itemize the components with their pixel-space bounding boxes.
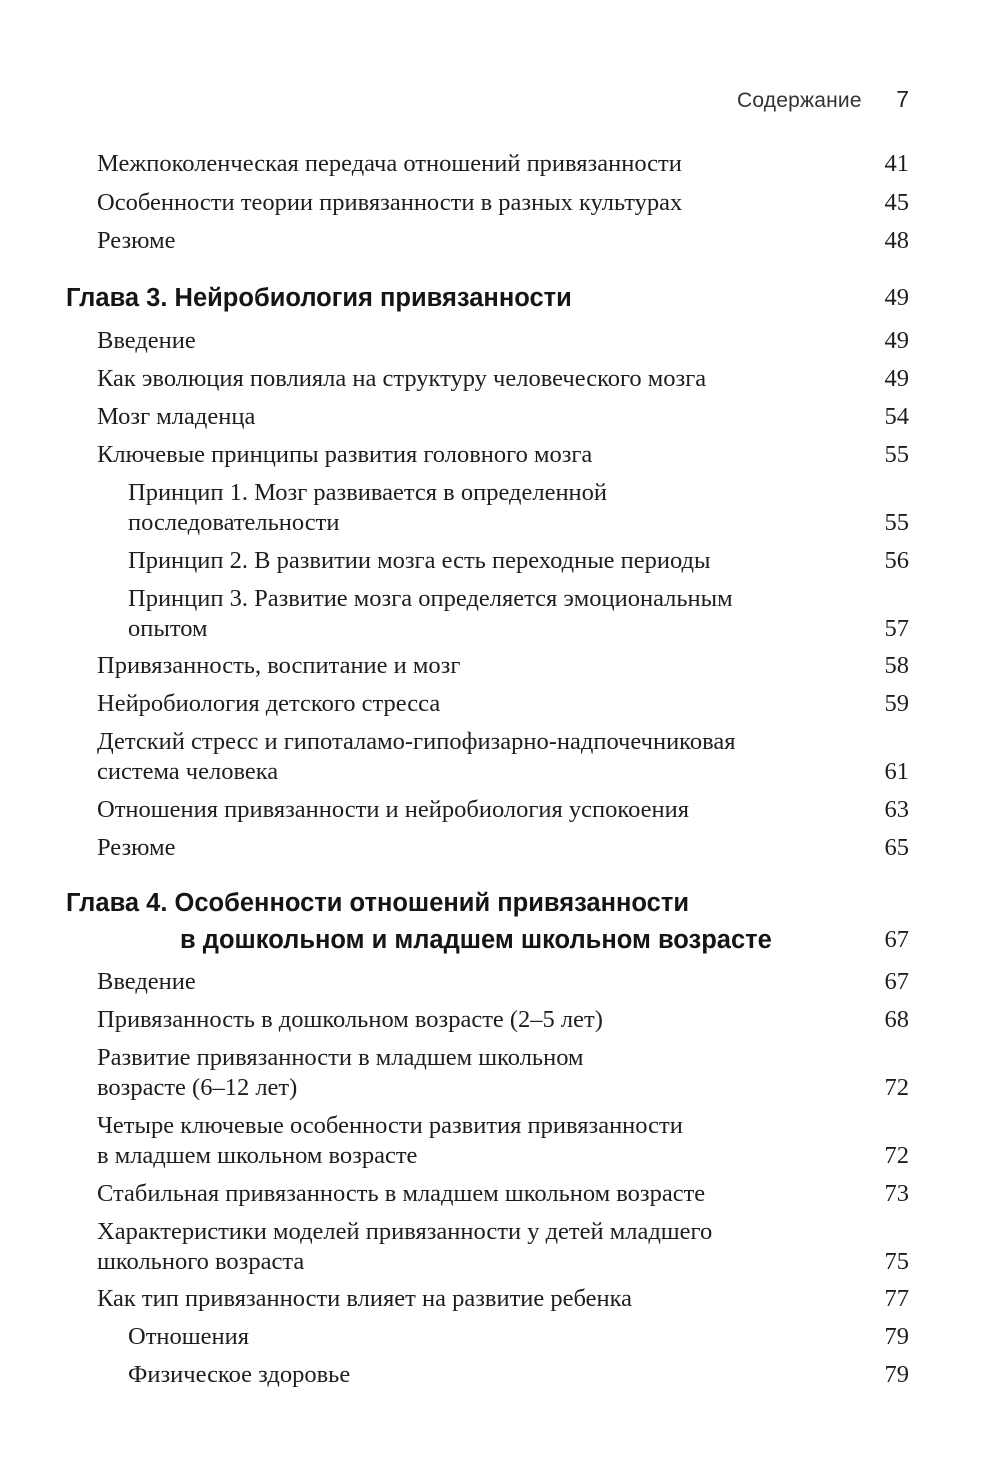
toc-entry-page: 55 (884, 509, 909, 536)
toc-entry-page: 68 (884, 1006, 909, 1033)
toc-entry-title: Принцип 1. Мозг развивается в определенной последовательности (128, 479, 608, 536)
toc-entry-title: Развитие привязанности в младшем школьном возрасте (6–12 лет) (97, 1044, 584, 1101)
page-number: 7 (896, 86, 909, 112)
toc-entry-page: 63 (884, 796, 909, 823)
toc-entry[interactable] (97, 1179, 705, 1209)
toc-entry-page: 79 (884, 1361, 909, 1388)
toc-subentry[interactable] (128, 1360, 350, 1390)
toc-entry-title: Резюме (97, 227, 176, 254)
toc-entry-page: 56 (884, 547, 909, 574)
toc-entry[interactable] (97, 1005, 603, 1035)
toc-entry[interactable] (97, 967, 196, 997)
toc-entry-page: 75 (884, 1248, 909, 1275)
toc-entry-page: 65 (884, 834, 909, 861)
toc-entry-page: 72 (884, 1142, 909, 1169)
toc-entry[interactable] (97, 1111, 683, 1171)
toc-entry[interactable] (97, 188, 682, 218)
toc-entry[interactable] (97, 402, 255, 432)
toc-entry-title: Межпоколенческая передача отношений привязанности (97, 150, 682, 177)
toc-entry-page: 61 (884, 758, 909, 785)
toc-entry-title: Ключевые принципы развития головного мозга (97, 441, 593, 468)
toc-entry-page: 79 (884, 1323, 909, 1350)
toc-entry-page: 77 (884, 1285, 909, 1312)
toc-entry-title: Как тип привязанности влияет на развитие ребенка (97, 1285, 633, 1312)
toc-entry[interactable] (97, 795, 689, 825)
toc-entry-title: Как эволюция повлияла на структуру человеческого мозга (97, 365, 707, 392)
toc-entry[interactable] (97, 1043, 584, 1103)
chapter-3-heading[interactable]: Глава 3. Нейробиология привязанности (66, 284, 572, 312)
toc-entry[interactable] (97, 833, 176, 863)
toc-entry-title: Характеристики моделей привязанности у детей младшего школьного возраста (97, 1218, 713, 1275)
chapter-3-page: 49 (884, 284, 909, 311)
toc-subentry[interactable] (128, 584, 733, 644)
toc-entry-page: 48 (884, 227, 909, 254)
toc-entry-page: 67 (884, 968, 909, 995)
toc-subentry[interactable] (128, 546, 710, 576)
toc-entry-page: 45 (884, 189, 909, 216)
toc-entry-page: 58 (884, 652, 909, 679)
toc-entry-title: Особенности теории привязанности в разных культурах (97, 189, 683, 216)
toc-entry[interactable] (97, 326, 196, 356)
toc-entry-page: 55 (884, 441, 909, 468)
toc-entry[interactable] (97, 226, 176, 256)
toc-entry-title: Принцип 3. Развитие мозга определяется эмоциональным опытом (128, 585, 733, 642)
toc-subentry[interactable] (128, 478, 607, 538)
toc-entry-page: 73 (884, 1180, 909, 1207)
toc-entry-title: Привязанность, воспитание и мозг (97, 652, 461, 679)
toc-entry-page: 59 (884, 690, 909, 717)
toc-entry[interactable] (97, 1217, 712, 1277)
toc-entry-title: Принцип 2. В развитии мозга есть переходные периоды (128, 547, 711, 574)
toc-entry-page: 49 (884, 327, 909, 354)
toc-entry-page: 41 (884, 150, 909, 177)
chapter-4-heading[interactable]: Глава 4. Особенности отношений привязанности (66, 889, 689, 917)
toc-entry-title: Детский стресс и гипоталамо-гипофизарно-надпочечниковая система человека (97, 728, 736, 785)
toc-entry[interactable] (97, 149, 682, 179)
toc-entry[interactable] (97, 364, 706, 394)
running-title: Содержание (737, 89, 862, 112)
toc-entry[interactable] (97, 689, 440, 719)
toc-entry-page: 72 (884, 1074, 909, 1101)
toc-entry-title: Введение (97, 968, 196, 995)
toc-entry[interactable] (97, 727, 735, 787)
toc-entry[interactable] (97, 440, 592, 470)
toc-entry-title: Привязанность в дошкольном возрасте (2–5 лет) (97, 1006, 603, 1033)
toc-entry-title: Стабильная привязанность в младшем школьном возрасте (97, 1180, 706, 1207)
toc-entry-title: Мозг младенца (97, 403, 256, 430)
toc-entry-title: Введение (97, 327, 196, 354)
toc-subentry[interactable] (128, 1322, 249, 1352)
toc-entry[interactable] (97, 1284, 632, 1314)
toc-entry-title: Физическое здоровье (128, 1361, 351, 1388)
toc-entry-title: Отношения привязанности и нейробиология успокоения (97, 796, 689, 823)
toc-entry-title: Четыре ключевые особенности развития привязанности в младшем школьном возрасте (97, 1112, 683, 1169)
chapter-4-page: 67 (884, 926, 909, 953)
toc-entry[interactable] (97, 651, 460, 681)
chapter-4-heading-continued[interactable]: в дошкольном и младшем школьном возрасте (180, 926, 772, 954)
toc-entry-title: Нейробиология детского стресса (97, 690, 441, 717)
toc-entry-page: 49 (884, 365, 909, 392)
toc-entry-page: 54 (884, 403, 909, 430)
toc-entry-title: Резюме (97, 834, 176, 861)
toc-entry-page: 57 (884, 615, 909, 642)
toc-entry-title: Отношения (128, 1323, 249, 1350)
